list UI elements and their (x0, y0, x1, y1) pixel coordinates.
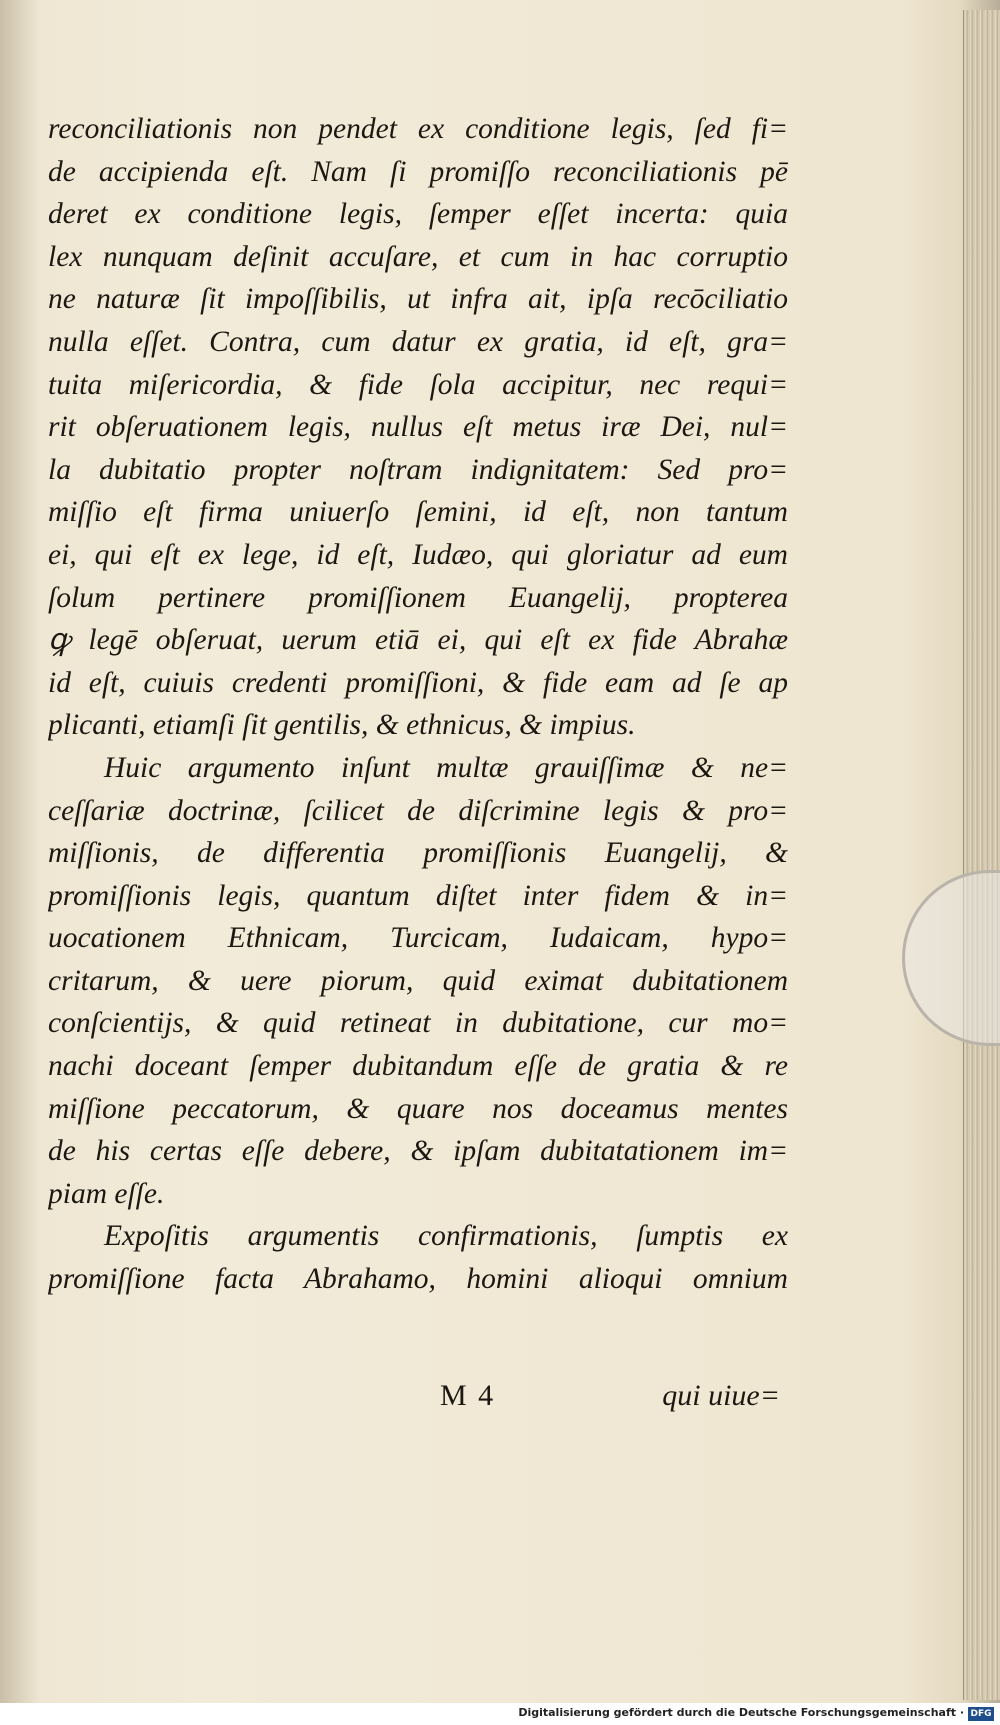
text-line: rit obſeruationem legis, nullus eſt metus iræ Dei, nul= (48, 411, 788, 444)
text-line: ceſſariæ doctrinæ, ſcilicet de diſcrimine legis & pro= (48, 794, 788, 827)
text-line: uocationem Ethnicam, Turcicam, Iudaicam, hypo= (48, 922, 788, 955)
text-line: conſcientijs, & quid retineat in dubitatione, cur mo= (48, 1007, 788, 1040)
text-line: miſſione peccatorum, & quare nos doceamus mentes (48, 1092, 788, 1125)
text-line: la dubitatio propter noſtram indignitatem: Sed pro= (48, 453, 788, 486)
text-line: id eſt, cuiuis credenti promiſſioni, & fide eam ad ſe ap (48, 666, 788, 699)
signature-line (440, 1375, 780, 1417)
text-line: ne naturæ ſit impoſſibilis, ut infra ait, ipſa recōciliatio (48, 283, 788, 316)
catchword: qui uiue= (662, 1379, 780, 1412)
text-line: tuita miſericordia, & fide ſola accipitur, nec requi= (48, 368, 788, 401)
text-line: critarum, & uere piorum, quid eximat dubitationem (48, 964, 788, 997)
body-text (48, 108, 788, 1301)
text-line: promiſſione facta Abrahamo, homini alioqui omnium (48, 1263, 788, 1296)
text-line: promiſſionis legis, quantum diſtet inter fidem & in= (48, 879, 788, 912)
paragraph-start-line: Huic argumento inſunt multæ grauiſſimæ & ne= (104, 751, 788, 784)
text-line: ei, qui eſt ex lege, id eſt, Iudæo, qui gloriatur ad eum (48, 538, 788, 571)
text-line: nulla eſſet. Contra, cum datur ex gratia, id eſt, gra= (48, 325, 788, 358)
text-line: deret ex conditione legis, ſemper eſſet incerta: quia (48, 198, 788, 231)
text-line: nachi doceant ſemper dubitandum eſſe de gratia & re (48, 1050, 788, 1083)
page-edges (963, 10, 1000, 1700)
text-line: de accipienda eſt. Nam ſi promiſſo reconciliationis pē (48, 155, 788, 188)
dfg-logo: DFG (968, 1707, 994, 1721)
text-line: ſolum pertinere promiſſionem Euangelij, propterea (48, 581, 788, 614)
footer-bar (0, 1703, 1000, 1725)
text-line: reconciliationis non pendet ex conditione legis, ſed fi= (48, 113, 788, 145)
text-line: plicanti, etiamſi ſit gentilis, & ethnicus, & impius. (48, 709, 636, 742)
text-line: piam eſſe. (48, 1177, 165, 1210)
text-line: miſſionis, de differentia promiſſionis Euangelij, & (48, 837, 788, 870)
paragraph-start-line: Expoſitis argumentis confirmationis, ſumptis ex (104, 1220, 788, 1253)
text-line: ꝙ legē obſeruat, uerum etiā ei, qui eſt ex fide Abrahæ (48, 624, 788, 657)
footer-credit: Digitalisierung gefördert durch die Deutsche Forschungsgemeinschaft · (518, 1706, 964, 1719)
text-line: de his certas eſſe debere, & ipſam dubitatationem im= (48, 1135, 788, 1168)
text-line: lex nunquam deſinit accuſare, et cum in hac corruptio (48, 240, 788, 273)
signature-mark: M 4 (440, 1379, 496, 1412)
text-line: miſſio eſt firma uniuerſo ſemini, id eſt, non tantum (48, 496, 788, 529)
